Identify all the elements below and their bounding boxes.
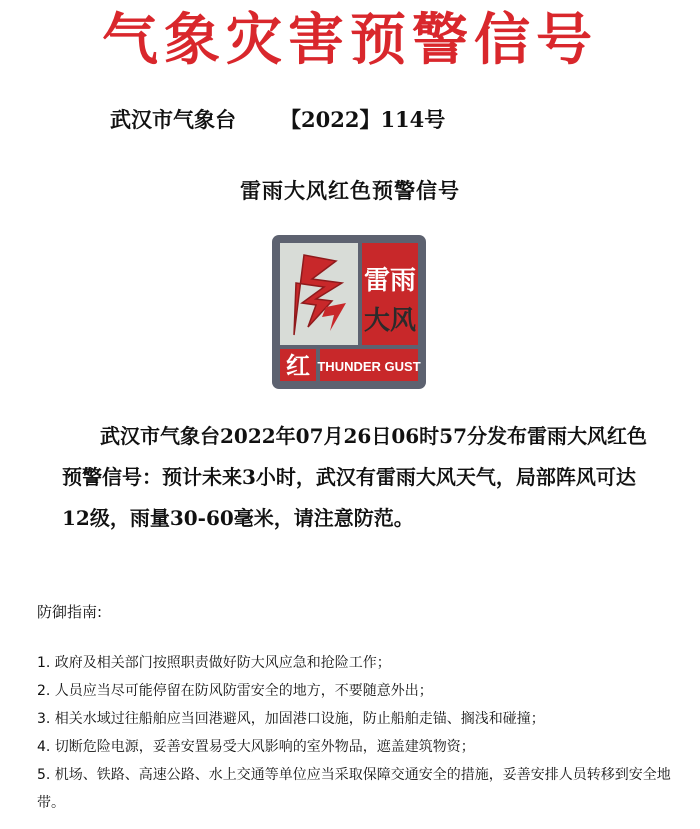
- warning-badge-graphic: [272, 235, 426, 389]
- main-title: 气象灾害预警信号: [102, 7, 598, 73]
- icon-level-label: 红: [286, 352, 310, 380]
- thunder-gust-red-warning-icon: [272, 235, 426, 389]
- icon-english-label: THUNDER GUST: [317, 359, 421, 374]
- icon-name-line1: 雷雨: [363, 266, 417, 296]
- defense-guide-list: [37, 649, 677, 817]
- defense-guide-item: 5. 机场、铁路、高速公路、水上交通等单位应当采取保障交通安全的措施，妥善安排人员转移到安全地带。: [37, 767, 671, 811]
- defense-guide-heading: 防御指南:: [37, 603, 103, 621]
- warning-bulletin: 武汉市气象台2022年07月26日06时57分发布雷雨大风红色预警信号：预计未来3小时，武汉有雷雨大风天气，局部阵风可达12级，雨量30-60毫米，请注意防范。: [62, 424, 647, 530]
- defense-guide-item: 2. 人员应当尽可能停留在防风防雷安全的地方，不要随意外出；: [37, 683, 433, 699]
- document-number: 【2022】114号: [280, 107, 446, 132]
- defense-guide-item: 3. 相关水域过往船舶应当回港避风，加固港口设施，防止船舶走锚、搁浅和碰撞；: [37, 711, 545, 727]
- issuer-line: [110, 104, 445, 134]
- signal-title: 雷雨大风红色预警信号: [240, 178, 460, 203]
- issuer-name: 武汉市气象台: [110, 107, 236, 132]
- icon-name-line2: 大风: [363, 306, 417, 336]
- defense-guide-item: 1. 政府及相关部门按照职责做好防大风应急和抢险工作；: [37, 655, 391, 671]
- defense-guide-item: 4. 切断危险电源，妥善安置易受大风影响的室外物品，遮盖建筑物资；: [37, 739, 475, 755]
